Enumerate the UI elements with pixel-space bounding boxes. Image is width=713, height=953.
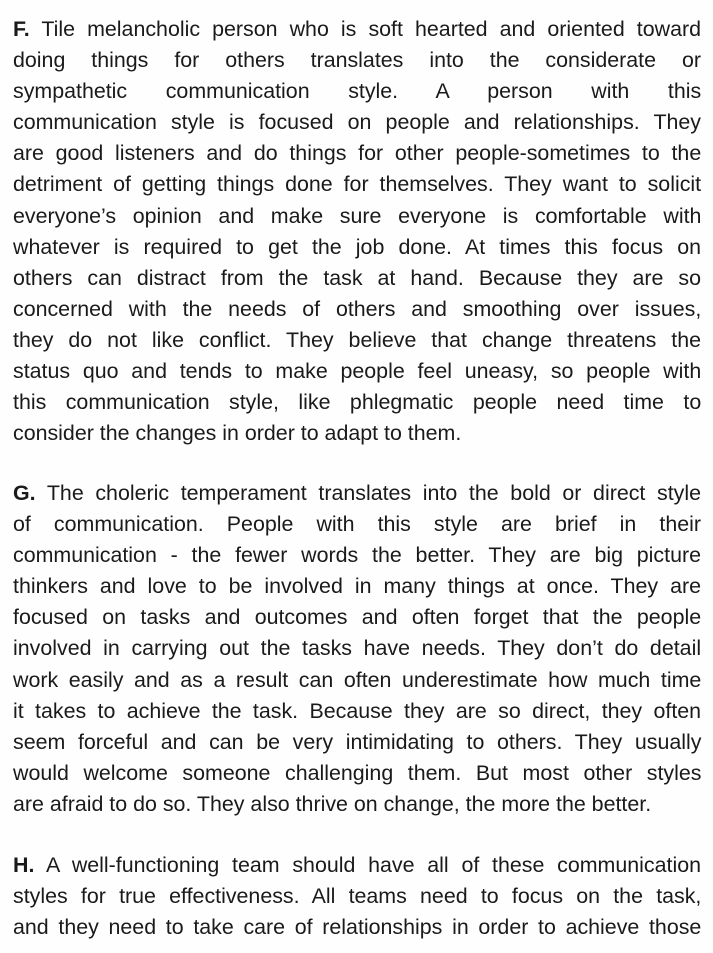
- text-line: it takes to achieve the task. Because they are so direct, they often: [13, 698, 702, 723]
- text-line: status quo and tends to make people feel uneasy, so people with: [13, 359, 702, 384]
- text-line: thinkers and love to be involved in many things at once. They are: [13, 574, 701, 599]
- paragraph-f: [13, 14, 701, 449]
- text-line: doing things for others translates into the considerate or: [13, 48, 701, 73]
- text-line: seem forceful and can be very intimidating to others. They usually: [13, 729, 702, 754]
- text-line: this communication style, like phlegmatic people need time to: [13, 390, 702, 415]
- text-line: are afraid to do so. They also thrive on change, the more the better.: [13, 791, 652, 816]
- text-line: concerned with the needs of others and smoothing over issues,: [13, 296, 702, 321]
- paragraph-g: [13, 478, 701, 820]
- text-line: [13, 14, 701, 45]
- text-line: of communication. People with this style are brief in their: [13, 512, 701, 537]
- text-line: sympathetic communication style. A person with this: [13, 79, 702, 104]
- line-text: A well-functioning team should have all of these communication: [34, 853, 701, 877]
- text-line: focused on tasks and outcomes and often forget that the people: [13, 605, 702, 630]
- text-line: work easily and as a result can often underestimate how much time: [13, 667, 702, 692]
- text-line: [13, 850, 701, 881]
- text-line: and they need to take care of relationships in order to achieve those: [13, 915, 702, 940]
- text-line: communication - the fewer words the better. They are big picture: [13, 543, 701, 568]
- text-line: consider the changes in order to adapt to them.: [13, 421, 462, 446]
- text-line: everyone’s opinion and make sure everyone is comfortable with: [13, 203, 702, 228]
- line-text: Tile melancholic person who is soft hearted and oriented toward: [29, 17, 701, 41]
- text-line: are good listeners and do things for other people-sometimes to the: [13, 141, 702, 166]
- paragraph-letter: G.: [13, 481, 36, 505]
- text-line: others can distract from the task at hand. Because they are so: [13, 265, 701, 290]
- text-line: styles for true effectiveness. All teams need to focus on the task,: [13, 884, 702, 909]
- text-line: would welcome someone challenging them. But most other styles: [13, 760, 702, 785]
- text-line: whatever is required to get the job done. At times this focus on: [13, 234, 701, 259]
- line-text: The choleric temperament translates into the bold or direct style: [35, 481, 701, 505]
- text-line: involved in carrying out the tasks have needs. They don’t do detail: [13, 636, 702, 661]
- paragraph-h: [13, 850, 701, 943]
- paragraph-letter: H.: [13, 853, 35, 877]
- text-line: they do not like conflict. They believe that change threatens the: [13, 327, 701, 352]
- text-line: communication style is focused on people and relationships. They: [13, 110, 701, 135]
- text-line: [13, 478, 701, 509]
- text-line: detriment of getting things done for themselves. They want to solicit: [13, 172, 702, 197]
- paragraph-letter: F.: [13, 17, 30, 41]
